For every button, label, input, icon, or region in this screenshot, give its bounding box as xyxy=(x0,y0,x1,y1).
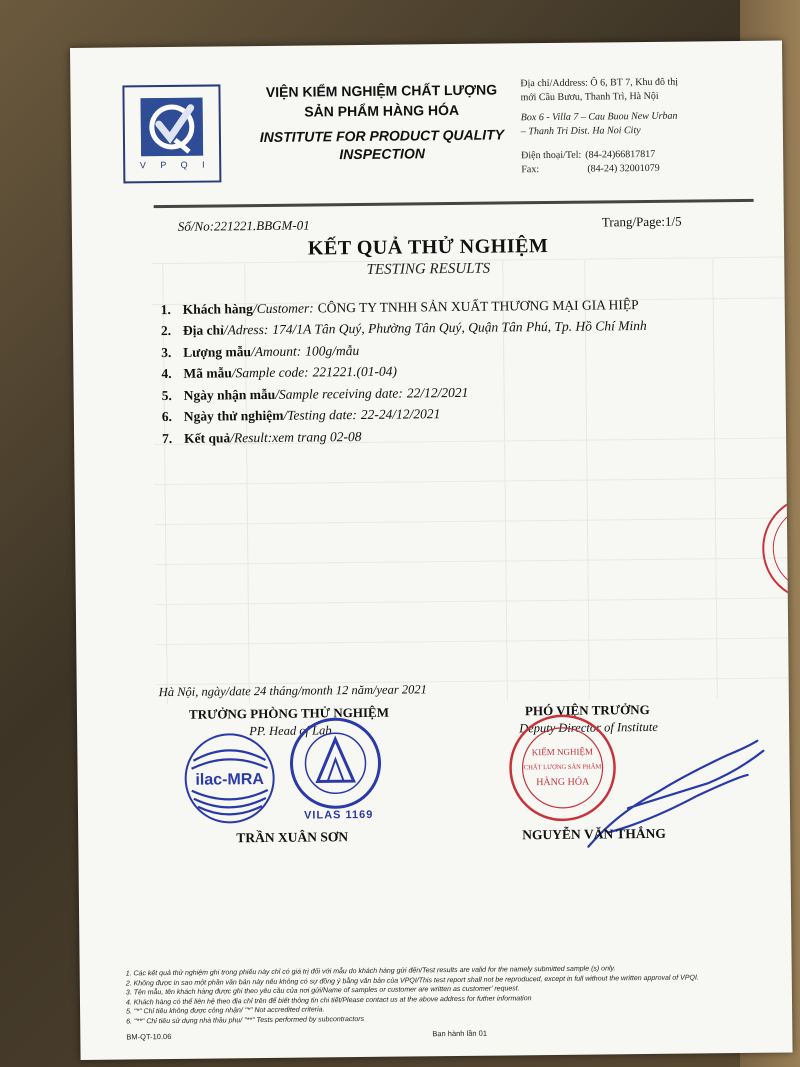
footnote: 4. Khách hàng có thể liên hệ theo địa chỉ trên để biết thông tin chi tiết/Please contact us at the above address for futher information xyxy=(125,994,532,1006)
phone-value: (84-24)66817817 xyxy=(585,148,656,161)
address-en-1: Box 6 - Villa 7 – Cau Buou New Urban xyxy=(520,110,678,124)
org-name-en-1: INSTITUTE FOR PRODUCT QUALITY xyxy=(259,126,505,146)
accreditation-stamp-icon xyxy=(287,715,384,812)
right-signer-name: NGUYỄN VĂN THẮNG xyxy=(522,825,666,843)
item-value: 22-24/12/2021 xyxy=(360,406,441,423)
seal-line-2: CHẤT LƯỢNG SẢN PHẨM xyxy=(523,763,602,772)
item-number: 6. xyxy=(161,409,173,425)
page-number: Trang/Page:1/5 xyxy=(601,213,682,230)
document-number: Số/No:221221.BBGM-01 xyxy=(177,217,310,234)
address-en-2: – Thanh Tri Dist. Ha Noi City xyxy=(520,125,641,138)
item-number: 7. xyxy=(162,430,173,446)
footnotes xyxy=(126,963,767,1027)
item-label: Kết quả xyxy=(184,430,231,446)
form-code: BM-QT-10.06 xyxy=(126,1031,172,1042)
footnote: 5. "*" Chỉ tiêu không được công nhận/ "*" Not accredited criteria. xyxy=(126,1006,325,1016)
item-label: Khách hàng xyxy=(182,300,253,317)
page-edge-seal-icon xyxy=(745,488,793,609)
item-number: 3. xyxy=(161,344,172,360)
footnote: 6. "**" Chỉ tiêu sử dụng nhà thầu phụ/ "**" Tests performed by subcontractors xyxy=(126,1015,365,1025)
vpqi-logo xyxy=(122,84,221,183)
footnote: 2. Không được in sao một phần văn bản này nếu không có sự đồng ý bằng văn bản của VPQI/This test report shall not be reproduced, except in full without the written approval of VPQI. xyxy=(125,973,699,987)
item-value: 221221.(01-04) xyxy=(312,363,398,380)
address-vn-2: mới Cầu Bươu, Thanh Trì, Hà Nội xyxy=(520,90,659,104)
fax-row xyxy=(521,161,741,177)
item-label: Ngày nhận mẫu xyxy=(183,386,276,403)
item-label-en: /Amount: xyxy=(250,343,302,359)
item-number: 2. xyxy=(160,323,172,339)
item-value: 100g/mẫu xyxy=(305,342,360,359)
phone-label: Điện thoại/Tel: xyxy=(521,149,582,162)
report-page xyxy=(70,41,793,1060)
report-title xyxy=(72,233,784,282)
footnote: 1. Các kết quả thử nghiệm ghi trong phiếu này chỉ có giá trị đối với mẫu do khách hàng gửi đến/Test results are valid for the namely submitted sample (s) only. xyxy=(125,965,616,978)
item-value: CÔNG TY TNHH SẢN XUẤT THƯƠNG MẠI GIA HIỆP xyxy=(317,296,639,316)
header-divider xyxy=(154,199,754,208)
item-number: 4. xyxy=(161,366,172,382)
vilas-number: VILAS 1169 xyxy=(303,808,374,822)
footnote: 3. Tên mẫu, tên khách hàng được ghi theo yêu cầu của nơi gửi/Name of samples or customer are written as customer' request. xyxy=(125,985,520,997)
address-vn-1: Địa chỉ/Address: Ô 6, BT 7, Khu đô thị xyxy=(520,76,679,90)
right-signer-title: PHÓ VIỆN TRƯỞNG xyxy=(524,701,650,719)
seal-line-3: HÀNG HÓA xyxy=(536,776,590,789)
org-name-en xyxy=(247,125,517,164)
org-name-en-2: INSPECTION xyxy=(339,145,425,163)
item-label-en: /Sample receiving date: xyxy=(275,385,403,402)
item-label-en: /Adress: xyxy=(223,322,269,338)
item-number: 1. xyxy=(160,301,171,317)
org-name-vn-2: SẢN PHẨM HÀNG HÓA xyxy=(304,101,460,120)
item-value: 174/1A Tân Quý, Phường Tân Quý, Quận Tân Phú, Tp. Hồ Chí Minh xyxy=(272,318,647,338)
left-signer-subtitle: PP. Head of Lab xyxy=(249,723,332,739)
ilac-mra-stamp-icon xyxy=(181,730,278,827)
signing-date: Hà Nội, ngày/date 24 tháng/month 12 năm/year 2021 xyxy=(158,682,427,700)
vpqi-logo-icon xyxy=(141,98,204,157)
item-value: 22/12/2021 xyxy=(406,384,469,401)
organization-name xyxy=(246,79,517,164)
item-label: Lượng mẫu xyxy=(183,343,251,360)
title-en: TESTING RESULTS xyxy=(366,260,491,278)
right-signer-subtitle: Deputy Director of Institute xyxy=(519,719,658,736)
ilac-text: ilac-MRA xyxy=(195,771,264,789)
item-label-en: /Testing date: xyxy=(283,407,357,424)
item-label: Mã mẫu xyxy=(183,365,232,382)
left-signer-name: TRẦN XUÂN SƠN xyxy=(236,829,349,846)
item-label: Địa chỉ xyxy=(182,322,224,339)
item-label-en: /Sample code: xyxy=(231,364,309,381)
fax-label: Fax: xyxy=(521,164,540,176)
item-label-en: /Customer: xyxy=(252,300,314,316)
seal-line-1: KIỂM NGHIỆM xyxy=(531,746,594,758)
item-number: 5. xyxy=(161,387,172,403)
contact-block xyxy=(520,75,741,177)
logo-letters: V P Q I xyxy=(139,159,211,171)
title-vn: KẾT QUẢ THỬ NGHIỆM xyxy=(307,235,549,260)
issue-label: Ban hành lần 01 xyxy=(432,1028,488,1039)
item-label-en: /Result: xyxy=(230,429,273,446)
item-value: xem trang 02-08 xyxy=(272,428,362,445)
fax-value: (84-24) 32001079 xyxy=(587,162,660,175)
org-name-vn-1: VIỆN KIỂM NGHIỆM CHẤT LƯỢNG xyxy=(265,81,498,100)
item-label: Ngày thử nghiệm xyxy=(183,408,284,425)
left-signer-title: TRƯỞNG PHÒNG THỬ NGHIỆM xyxy=(188,704,390,722)
report-info-list xyxy=(161,293,763,450)
